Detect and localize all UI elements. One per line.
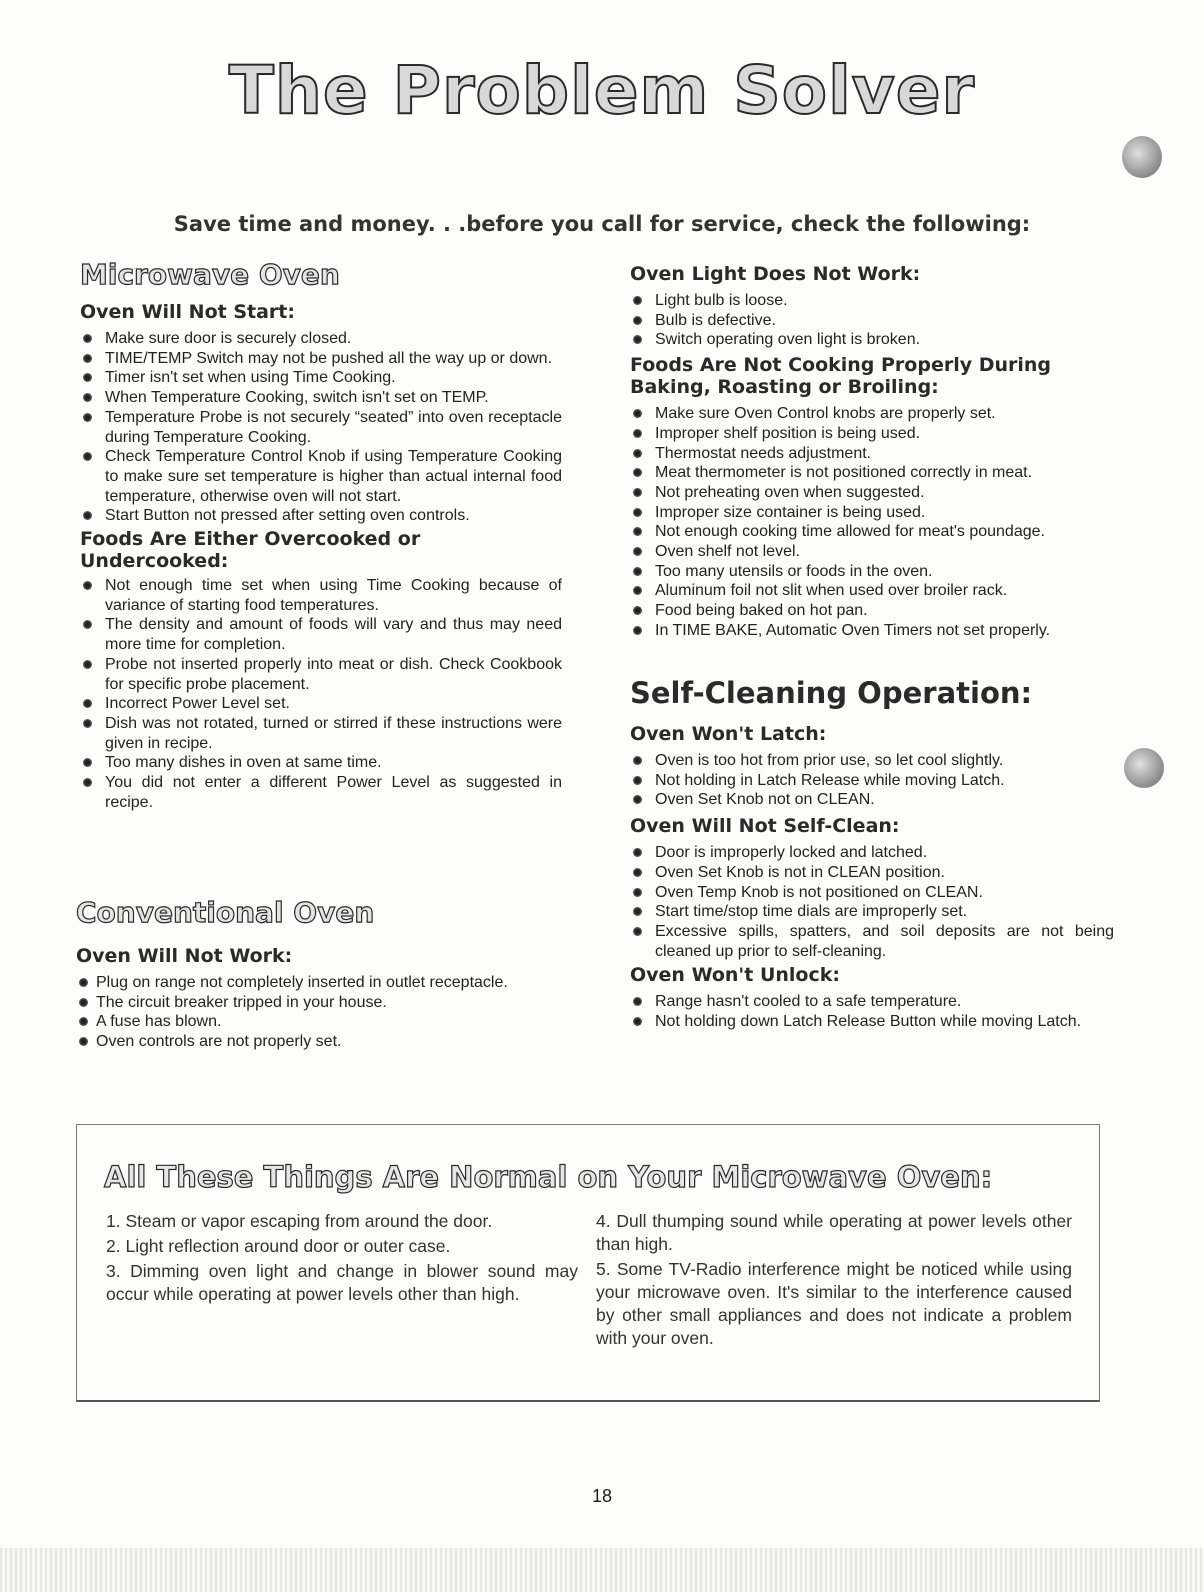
list-item: Too many dishes in oven at same time.: [80, 753, 562, 773]
baking-list: [630, 404, 1114, 640]
list-item: Improper shelf position is being used.: [630, 424, 1114, 444]
binder-hole-middle: [1124, 748, 1164, 788]
list-item: Not enough cooking time allowed for meat's poundage.: [630, 522, 1114, 542]
list-item: Light bulb is loose.: [630, 291, 1114, 311]
list-item: Make sure Oven Control knobs are properly set.: [630, 404, 1114, 424]
list-item: The density and amount of foods will vary and thus may need more time for completion.: [80, 615, 562, 654]
list-item: Meat thermometer is not positioned correctly in meat.: [630, 463, 1114, 483]
oven-light-list: [630, 291, 1114, 350]
normal-item: 3. Dimming oven light and change in blower sound may occur while operating at power levels other than high.: [106, 1261, 578, 1304]
list-item: Probe not inserted properly into meat or dish. Check Cookbook for specific probe placement.: [80, 655, 562, 694]
list-item: The circuit breaker tripped in your house.: [76, 993, 562, 1013]
page-title: The Problem Solver: [228, 52, 976, 129]
list-item: In TIME BAKE, Automatic Oven Timers not set properly.: [630, 621, 1114, 641]
section-title: Foods Are Either Overcooked or Undercooked:: [80, 528, 421, 573]
microwave-start-list: [80, 329, 562, 526]
microwave-heading: Microwave Oven: [80, 258, 340, 291]
normal-item: 1. Steam or vapor escaping from around the door.: [106, 1211, 493, 1231]
list-item: Oven is too hot from prior use, so let cool slightly.: [630, 751, 1114, 771]
list-item: Not holding in Latch Release while moving Latch.: [630, 771, 1114, 791]
list-item: Oven shelf not level.: [630, 542, 1114, 562]
section-title: Oven Won't Unlock:: [630, 964, 840, 987]
normal-things-title: All These Things Are Normal on Your Microwave Oven:: [104, 1160, 993, 1194]
latch-list: [630, 751, 1114, 810]
list-item: Aluminum foil not slit when used over broiler rack.: [630, 581, 1114, 601]
list-item: Excessive spills, spatters, and soil deposits are not being cleaned up prior to self-cleaning.: [630, 922, 1114, 961]
list-item: Thermostat needs adjustment.: [630, 444, 1114, 464]
normal-item: 5. Some TV-Radio interference might be noticed while using your microwave oven. It's similar to the interference caused by other small appliances and does not indicate a problem with your oven.: [596, 1259, 1072, 1348]
list-item: Switch operating oven light is broken.: [630, 330, 1114, 350]
normal-things-left: [106, 1210, 578, 1308]
list-item: Door is improperly locked and latched.: [630, 843, 1114, 863]
self-clean-list: [630, 843, 1114, 961]
list-item: Oven Set Knob is not in CLEAN position.: [630, 863, 1114, 883]
self-cleaning-column: [630, 676, 1114, 1032]
list-item: Oven Temp Knob is not positioned on CLEAN.: [630, 883, 1114, 903]
section-title: Oven Will Not Start:: [80, 301, 295, 323]
list-item: Food being baked on hot pan.: [630, 601, 1114, 621]
list-item: TIME/TEMP Switch may not be pushed all the way up or down.: [80, 349, 562, 369]
self-cleaning-heading: Self-Cleaning Operation:: [630, 676, 1033, 710]
scan-edge: [0, 1548, 1204, 1592]
list-item: Plug on range not completely inserted in outlet receptacle.: [76, 973, 562, 993]
section-title: Oven Won't Latch:: [630, 723, 827, 745]
conventional-column: [76, 896, 562, 1052]
list-item: Bulb is defective.: [630, 311, 1114, 331]
page-number: 18: [591, 1486, 613, 1506]
left-column: [80, 258, 562, 812]
section-title: Oven Will Not Work:: [76, 945, 293, 967]
list-item: Too many utensils or foods in the oven.: [630, 562, 1114, 582]
list-item: Improper size container is being used.: [630, 503, 1114, 523]
list-item: When Temperature Cooking, switch isn't set on TEMP.: [80, 388, 562, 408]
list-item: Start Button not pressed after setting oven controls.: [80, 506, 562, 526]
binder-hole-top: [1122, 136, 1162, 178]
list-item: Incorrect Power Level set.: [80, 694, 562, 714]
microwave-cooked-list: [80, 576, 562, 812]
list-item: Dish was not rotated, turned or stirred if these instructions were given in recipe.: [80, 714, 562, 753]
section-title: Foods Are Not Cooking Properly During Baking, Roasting or Broiling:: [630, 354, 1052, 399]
right-column: [630, 264, 1114, 641]
normal-item: 2. Light reflection around door or outer case.: [106, 1236, 451, 1256]
unlock-list: [630, 992, 1114, 1031]
normal-things-right: [596, 1210, 1072, 1352]
list-item: Start time/stop time dials are improperly set.: [630, 902, 1114, 922]
conventional-list: [76, 973, 562, 1052]
list-item: Not holding down Latch Release Button while moving Latch.: [630, 1012, 1114, 1032]
normal-item: 4. Dull thumping sound while operating at power levels other than high.: [596, 1211, 1072, 1254]
list-item: A fuse has blown.: [76, 1012, 562, 1032]
list-item: Range hasn't cooled to a safe temperature.: [630, 992, 1114, 1012]
list-item: Oven Set Knob not on CLEAN.: [630, 790, 1114, 810]
list-item: Not preheating oven when suggested.: [630, 483, 1114, 503]
section-title: Oven Light Does Not Work:: [630, 263, 921, 285]
list-item: Temperature Probe is not securely “seated” into oven receptacle during Temperature Cooking.: [80, 408, 562, 447]
page-subtitle: Save time and money. . .before you call for service, check the following:: [173, 212, 1031, 236]
list-item: Check Temperature Control Knob if using Temperature Cooking to make sure set temperature is higher than actual internal food temperature, otherwise oven will not start.: [80, 447, 562, 506]
list-item: Not enough time set when using Time Cooking because of variance of starting food temperatures.: [80, 576, 562, 615]
list-item: Oven controls are not properly set.: [76, 1032, 562, 1052]
list-item: You did not enter a different Power Level as suggested in recipe.: [80, 773, 562, 812]
conventional-heading: Conventional Oven: [76, 896, 375, 929]
list-item: Timer isn't set when using Time Cooking.: [80, 368, 562, 388]
section-title: Oven Will Not Self-Clean:: [630, 815, 900, 838]
list-item: Make sure door is securely closed.: [80, 329, 562, 349]
